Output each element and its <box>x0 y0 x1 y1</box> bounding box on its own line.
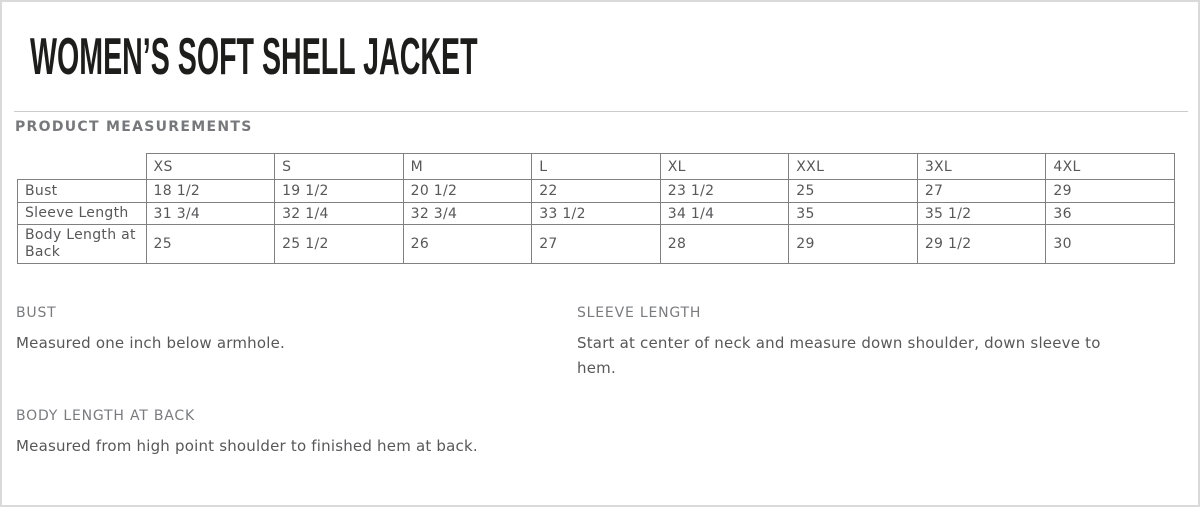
column-header-xl: XL <box>660 154 789 180</box>
table-cell: 36 <box>1046 203 1175 225</box>
column-header-s: S <box>275 154 404 180</box>
table-cell: 35 1/2 <box>917 203 1046 225</box>
measurements-table <box>17 153 1175 264</box>
table-cell: 19 1/2 <box>275 180 404 203</box>
column-header-xxl: XXL <box>789 154 918 180</box>
table-cell: 35 <box>789 203 918 225</box>
table-cell: 27 <box>917 180 1046 203</box>
table-cell: 25 <box>146 225 275 264</box>
table-cell: 20 1/2 <box>403 180 532 203</box>
table-cell: 29 1/2 <box>917 225 1046 264</box>
column-header-3xl: 3XL <box>917 154 1046 180</box>
table-cell: 18 1/2 <box>146 180 275 203</box>
table-cell: 30 <box>1046 225 1175 264</box>
table-corner-cell <box>18 154 147 180</box>
table-cell: 28 <box>660 225 789 264</box>
table-cell: 25 1/2 <box>275 225 404 264</box>
definition-text: Measured from high point shoulder to finished hem at back. <box>16 437 478 455</box>
definition-heading: BUST <box>16 305 57 321</box>
column-header-l: L <box>532 154 661 180</box>
table-cell: 26 <box>403 225 532 264</box>
definition-text: Start at center of neck and measure down shoulder, down sleeve to hem. <box>577 334 1101 377</box>
table-header-row <box>18 154 1175 180</box>
table-cell: 34 1/4 <box>660 203 789 225</box>
divider-line <box>14 111 1188 112</box>
definition-text: Measured one inch below armhole. <box>16 334 286 352</box>
section-label: PRODUCT MEASUREMENTS <box>15 119 253 135</box>
row-label: Sleeve Length <box>18 203 147 225</box>
table-cell: 25 <box>789 180 918 203</box>
table-cell: 32 3/4 <box>403 203 532 225</box>
row-label: Bust <box>18 180 147 203</box>
table-row-sleeve-length <box>18 203 1175 225</box>
table-row-body-length-at-back <box>18 225 1175 264</box>
definition-heading: BODY LENGTH AT BACK <box>16 408 195 424</box>
definition-sleeve-length <box>577 305 1142 381</box>
table-cell: 29 <box>789 225 918 264</box>
column-header-4xl: 4XL <box>1046 154 1175 180</box>
table-cell: 33 1/2 <box>532 203 661 225</box>
table-cell: 32 1/4 <box>275 203 404 225</box>
table-cell: 27 <box>532 225 661 264</box>
column-header-xs: XS <box>146 154 275 180</box>
table-cell: 22 <box>532 180 661 203</box>
table-cell: 23 1/2 <box>660 180 789 203</box>
page-title: WOMEN’S SOFT SHELL JACKET <box>30 28 478 86</box>
table-cell: 29 <box>1046 180 1175 203</box>
definition-bust <box>16 305 556 356</box>
row-label: Body Length at Back <box>18 225 147 264</box>
table-cell: 31 3/4 <box>146 203 275 225</box>
table-row-bust <box>18 180 1175 203</box>
definition-heading: SLEEVE LENGTH <box>577 305 702 321</box>
column-header-m: M <box>403 154 532 180</box>
definition-body-length-at-back <box>16 408 586 459</box>
